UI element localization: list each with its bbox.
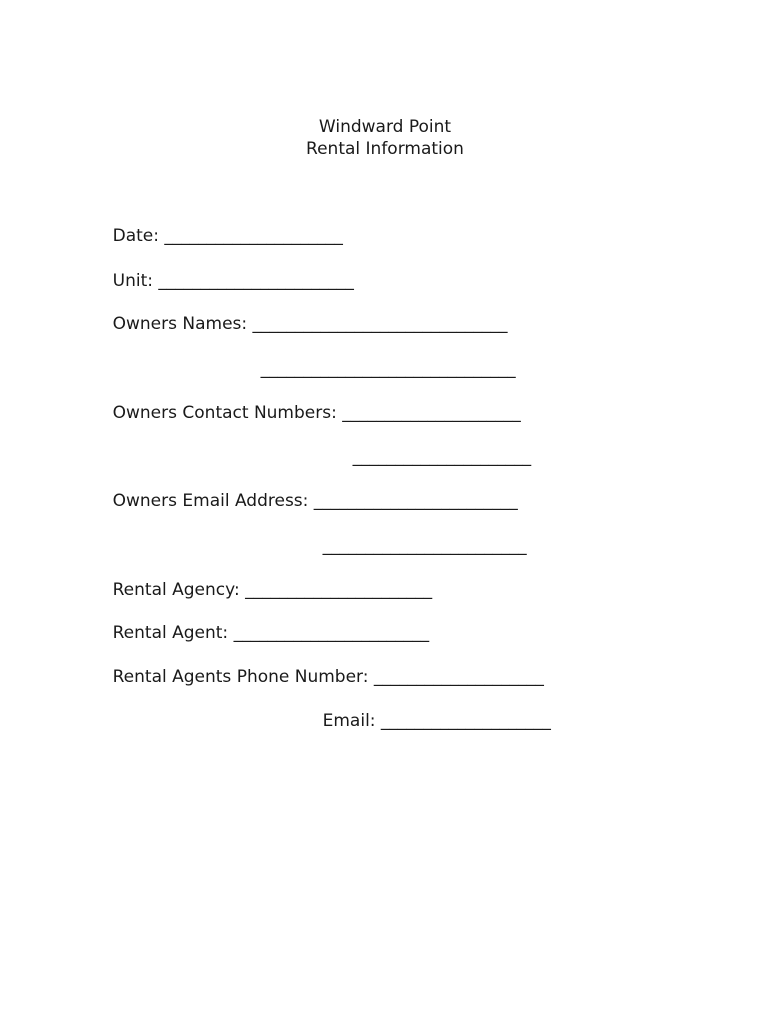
unit-field[interactable]: _______________________ xyxy=(158,271,354,291)
date-label: Date: xyxy=(112,226,165,246)
owners-contact-field-2[interactable]: _____________________ xyxy=(352,447,532,467)
owners-email-field-2[interactable]: ________________________ xyxy=(322,536,527,556)
agent-phone-label: Rental Agents Phone Number: xyxy=(112,667,374,687)
rental-agent-field[interactable]: _______________________ xyxy=(233,623,430,643)
owners-email-field-1[interactable]: ________________________ xyxy=(313,491,518,511)
date-field[interactable]: _____________________ xyxy=(164,226,343,246)
title-line-1: Windward Point xyxy=(318,117,452,137)
agent-phone-field[interactable]: ____________________ xyxy=(373,667,544,687)
unit-label: Unit: xyxy=(112,271,159,291)
agent-email-label: Email: xyxy=(322,711,381,731)
rental-agent-label: Rental Agent: xyxy=(112,623,234,643)
rental-agency-label: Rental Agency: xyxy=(112,580,246,600)
owners-contact-label: Owners Contact Numbers: xyxy=(112,403,343,423)
rental-agency-field[interactable]: ______________________ xyxy=(245,580,433,600)
agent-email-row xyxy=(301,688,551,754)
owners-contact-field-1[interactable]: _____________________ xyxy=(342,403,521,423)
agent-email-field[interactable]: ____________________ xyxy=(380,711,551,731)
document-title xyxy=(0,116,770,160)
title-line-2: Rental Information xyxy=(306,139,464,159)
owners-names-field-1[interactable]: ______________________________ xyxy=(252,314,508,334)
owners-names-field-2[interactable]: ______________________________ xyxy=(260,359,516,379)
owners-names-label: Owners Names: xyxy=(112,314,253,334)
owners-email-label: Owners Email Address: xyxy=(112,491,314,511)
